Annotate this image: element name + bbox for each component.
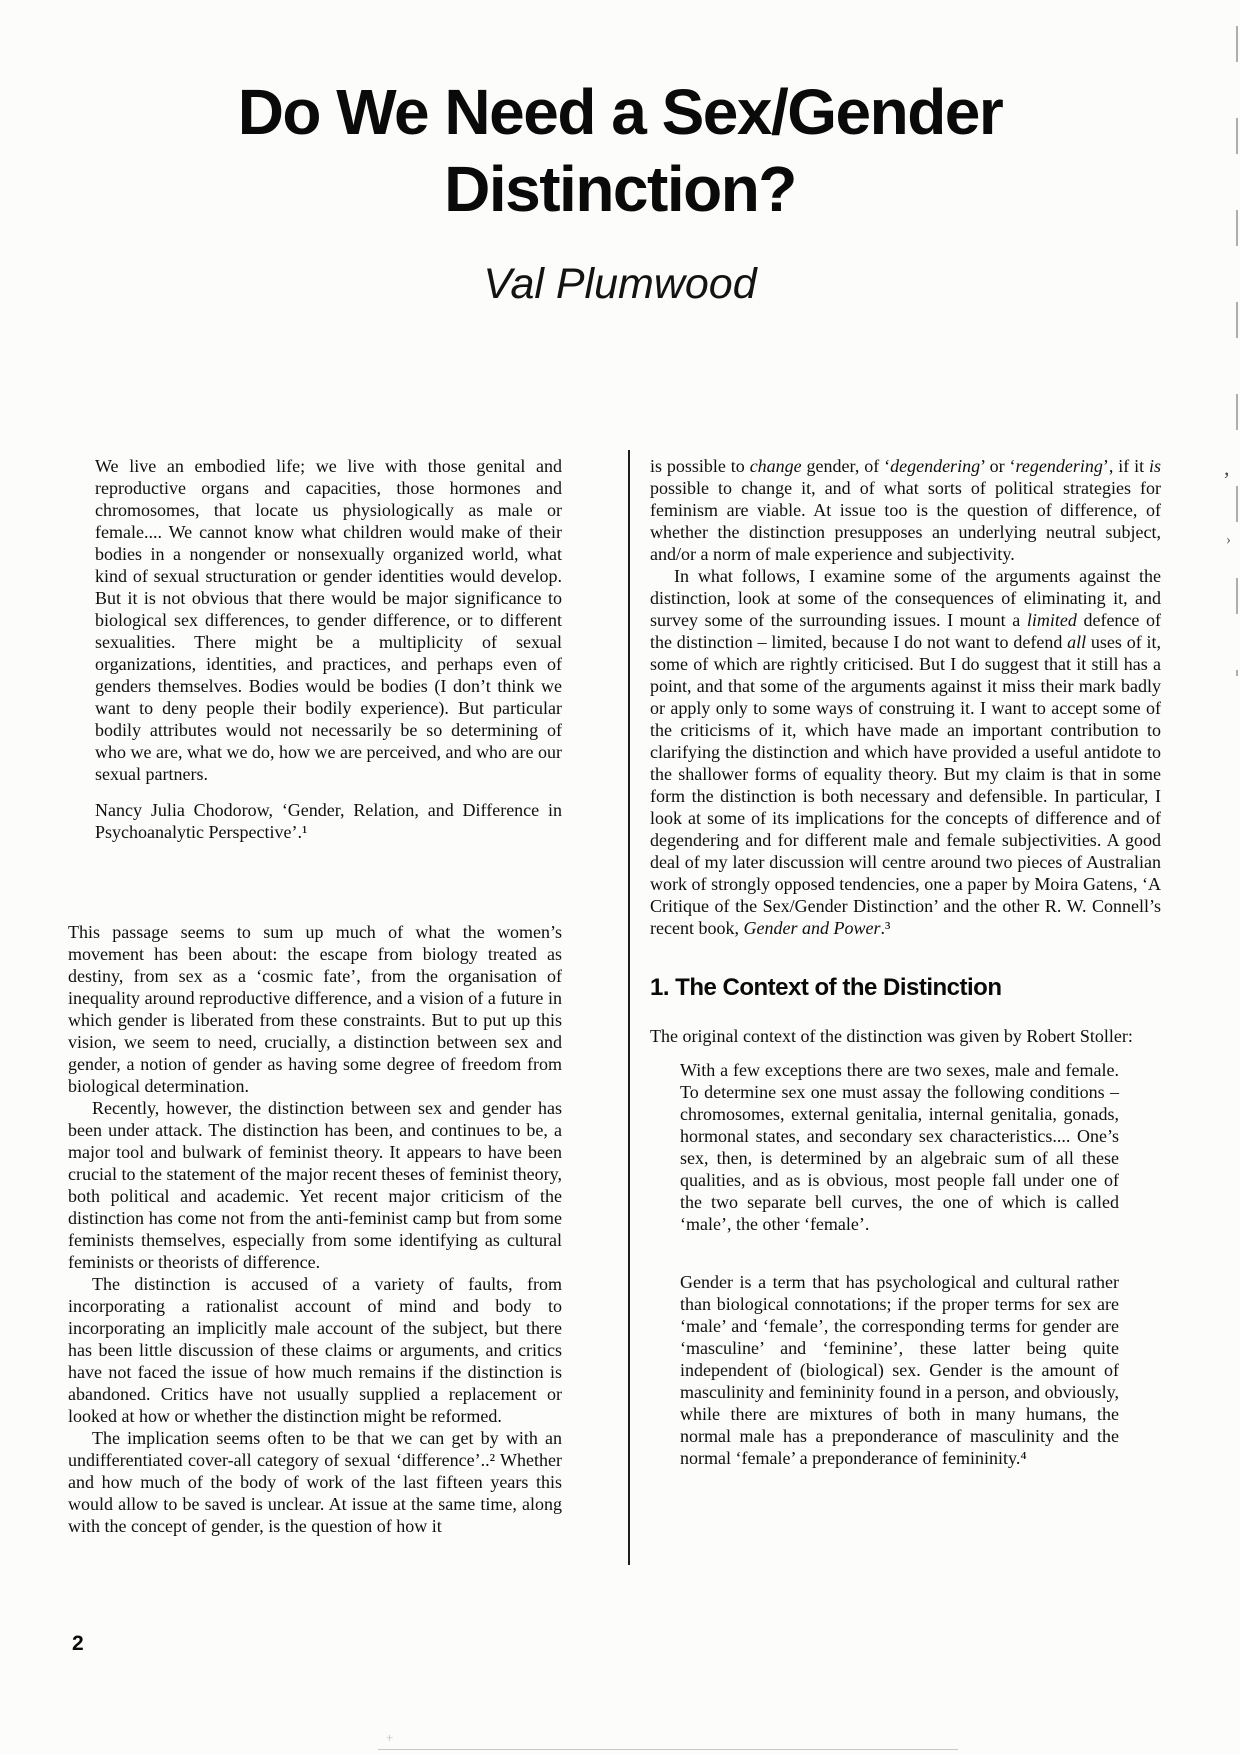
scan-artifact-speck: , xyxy=(1224,455,1230,480)
author-name: Val Plumwood xyxy=(483,260,757,308)
section-intro-paragraph: The original context of the distinction was given by Robert Stoller: xyxy=(650,1026,1133,1046)
body-paragraph: The implication seems often to be that we can get by with an undifferentiated cover-all category of sexual ‘difference’..² Whether and how much of the body of work of the last fifteen years this would allow to be saved is unclear. At issue at the same time, along with the concept of gender, is the question of how it xyxy=(68,1428,562,1536)
body-paragraph: This passage seems to sum up much of what the women’s movement has been about: the escape from biology treated as destiny, from sex as a ‘cosmic fate’, from the organisation of inequality around reproductive difference, and a vision of a future in which gender is liberated from these constraints. But to put up this vision, we seem to need, crucially, a distinction between sex and gender, a notion of gender as having some degree of freedom from biological determination. xyxy=(68,922,562,1096)
body-paragraph: is possible to change gender, of ‘degendering’ or ‘regendering’, if it is possible to change it, and of what sorts of political strategies for feminism are viable. At issue too is the question of difference, of whether the distinction presupposes an underlying neutral subject, and/or a norm of male experience and subjectivity. xyxy=(650,456,1162,564)
page-number: 2 xyxy=(72,1632,84,1655)
left-column xyxy=(68,455,562,1537)
body-paragraph: In what follows, I examine some of the arguments against the distinction, look at some of the consequences of eliminating it, and survey some of the surrounding issues. I mount a limited defence of the distinction – limited, because I do not want to defend all uses of it, some of which are rightly criticised. But I do suggest that it still has a point, and that some of the arguments against it miss their mark badly or apply only to some ways of construing it. I want to accept some of the criticisms of it, which have made an important contribution to clarifying the distinction and which have provided a useful antidote to the shallower forms of equality theory. But my claim is that in some form the distinction is both necessary and defensible. In particular, I look at some of its implications for the concepts of difference and of degendering and for different male and female subjectivities. A good deal of my later discussion will centre around two pieces of Australian work of strongly opposed tendencies, one a paper by Moira Gatens, ‘A Critique of the Sex/Gender Distinction’ and the other R. W. Connell’s recent book, Gender and Power.³ xyxy=(650,566,1162,938)
page-title-line-1: Do We Need a Sex/Gender xyxy=(237,76,1003,148)
block-quote: Gender is a term that has psychological and cultural rather than biological connotations; if the proper terms for sex are ‘male’ and ‘female’, the corresponding terms for gender are ‘masculine’ and ‘feminine’, these latter being quite independent of (biological) sex. Gender is the amount of masculinity and femininity found in a person, and obviously, while there are mixtures of both in many humans, the normal male has a preponderance of masculinity and the normal ‘female’ a preponderance of femininity.⁴ xyxy=(680,1272,1119,1468)
scan-artifact-speck: + xyxy=(386,1730,394,1745)
right-column xyxy=(650,455,1161,1469)
scan-artifact-bottom-line xyxy=(378,1749,958,1750)
epigraph-quote: We live an embodied life; we live with those genital and reproductive organs and capacities, those hormones and chromosomes, that locate us physiologically as male or female.... We cannot know what children would make of their bodies in a nongender or nonsexually organized world, what kind of sexual structuration or gender identities would develop. But it is not obvious that there would be major significance to biological sex differences, to gender difference, or to different sexualities. There might be a multiplicity of sexual organizations, identities, and practices, and perhaps even of genders themselves. Bodies would be bodies (I don’t think we want to deny people their bodily experience). But particular bodily attributes would not necessarily be so determining of who we are, what we do, how we are perceived, and who are our sexual partners. xyxy=(95,456,562,784)
block-quote: With a few exceptions there are two sexes, male and female. To determine sex one must assay the following conditions – chromosomes, external genitalia, internal genitalia, gonads, hormonal states, and secondary sex characteristics.... One’s sex, then, is determined by an algebraic sum of all these qualities, and as is obvious, most people fall under one of the two separate bell curves, the one of which is called ‘male’, the other ‘female’. xyxy=(680,1060,1119,1234)
body-paragraph: The distinction is accused of a variety of faults, from incorporating a rationalist account of mind and body to incorporating an implicitly male account of the subject, but there has been little discussion of these claims or arguments, and critics have not faced the issue of how much remains if the distinction is abandoned. Critics have not usually supplied a replacement or looked at how or whether the distinction might be reformed. xyxy=(68,1274,562,1426)
body-paragraph: Recently, however, the distinction between sex and gender has been under attack. The distinction has been, and continues to be, a major tool and bulwark of feminist theory. It appears to have been crucial to the statement of the major recent theses of feminist theory, both political and academic. Yet recent major criticism of the distinction has come not from the anti-feminist camp but from some feminists themselves, especially from some identifying as cultural feminists or theorists of difference. xyxy=(68,1098,562,1272)
left-column-body xyxy=(68,921,562,1537)
column-divider xyxy=(628,450,630,1565)
page-title xyxy=(0,74,1240,228)
epigraph-attribution: Nancy Julia Chodorow, ‘Gender, Relation, and Difference in Psychoanalytic Perspective’.¹ xyxy=(95,800,562,842)
section-heading: 1. The Context of the Distinction xyxy=(650,974,1002,1001)
scan-artifact-edge-line xyxy=(1236,26,1238,676)
scan-artifact-speck: › xyxy=(1226,532,1231,548)
page-title-line-2: Distinction? xyxy=(444,153,796,225)
